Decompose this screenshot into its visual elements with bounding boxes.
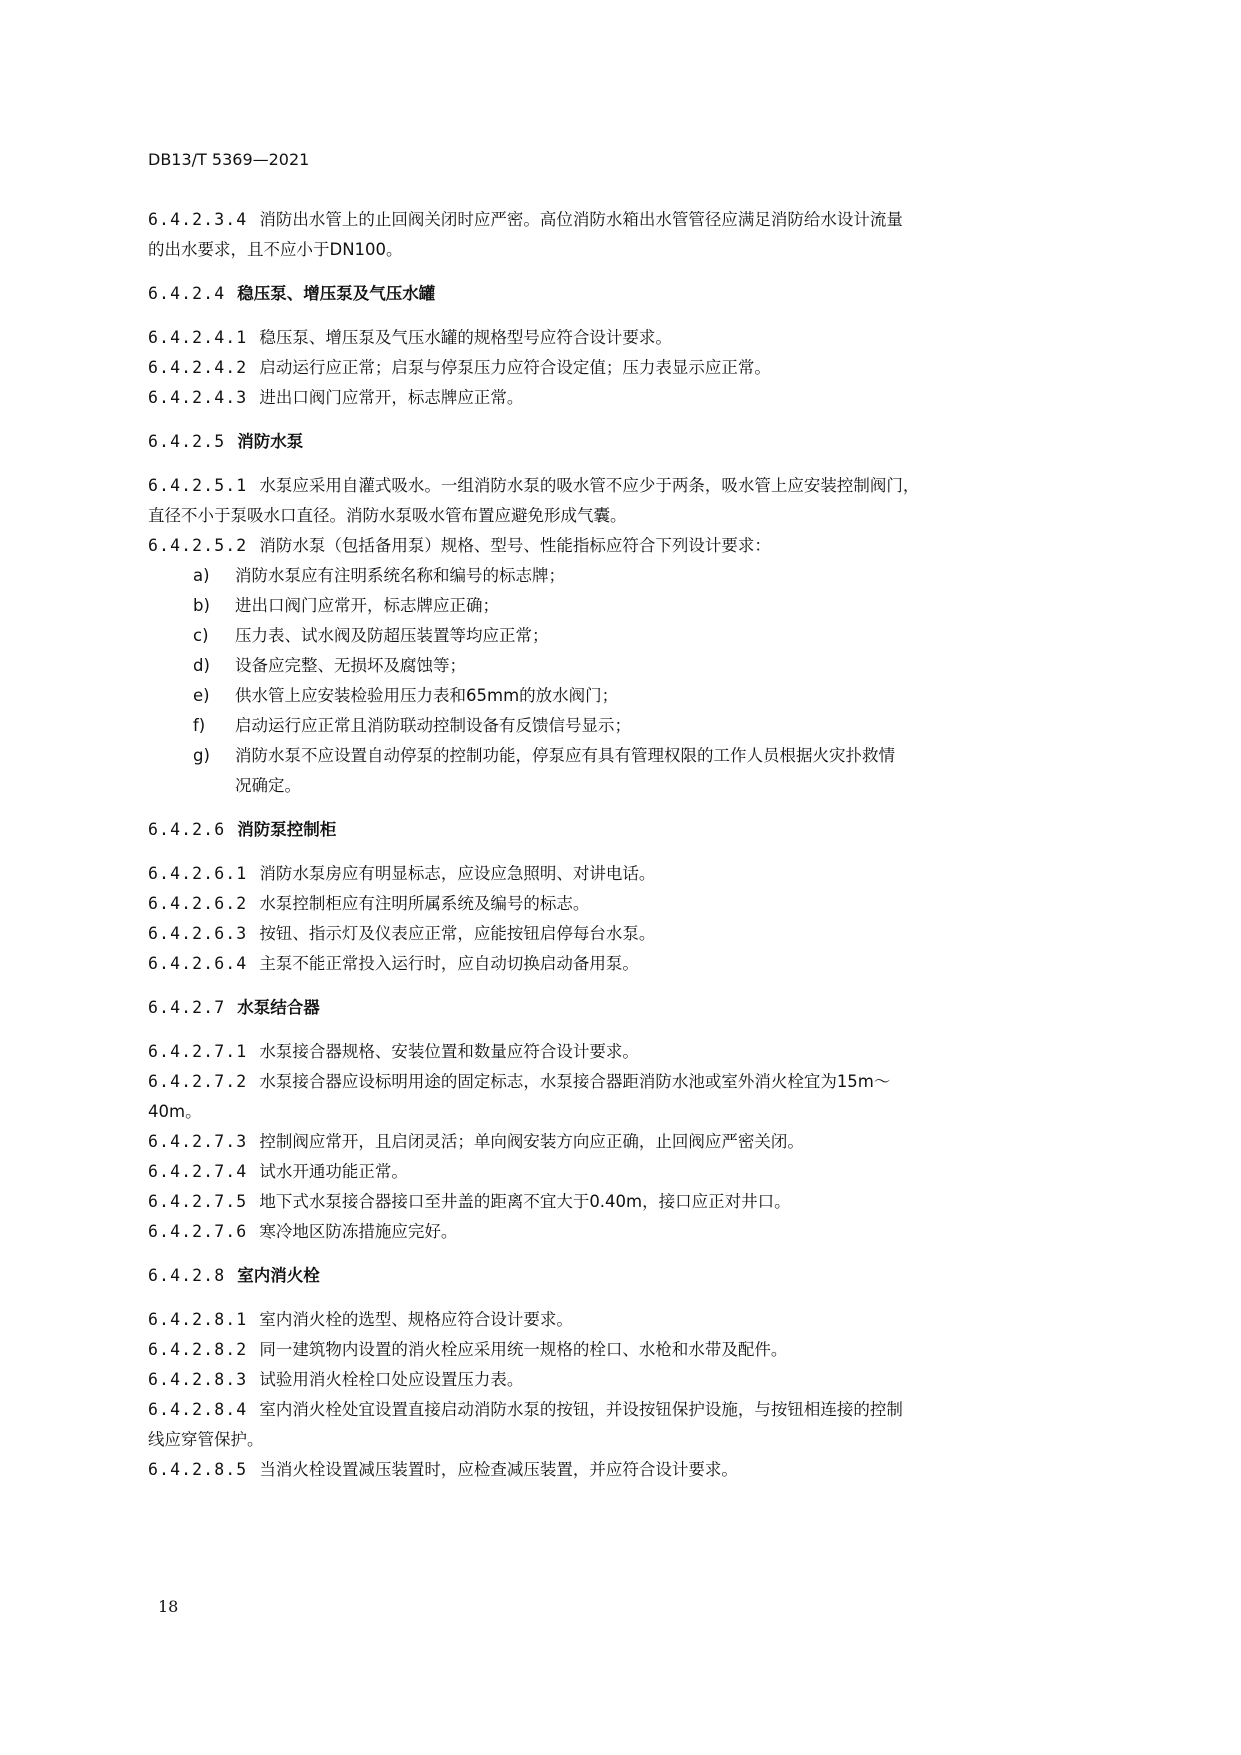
clause-number: 6.4.2.8.2 [148, 1340, 248, 1359]
list-item [148, 561, 1108, 591]
clause-number: 6.4.2.7.4 [148, 1162, 248, 1181]
section-heading [148, 279, 1108, 309]
clause-line [148, 1217, 1108, 1247]
list-item-continuation: 况确定。 [235, 776, 301, 795]
list-item-text: 消防水泵不应设置自动停泵的控制功能，停泵应有具有管理权限的工作人员根据火灾扑救情 [235, 746, 895, 765]
clause-text: 稳压泵、增压泵及气压水罐的规格型号应符合设计要求。 [259, 328, 672, 347]
section-heading [148, 993, 1108, 1023]
clause-text: 同一建筑物内设置的消火栓应采用统一规格的栓口、水枪和水带及配件。 [259, 1340, 788, 1359]
clause-text: 室内消火栓处宜设置直接启动消防水泵的按钮，并设按钮保护设施，与按钮相连接的控制 [259, 1400, 903, 1419]
clause-number: 6.4.2.8.5 [148, 1460, 248, 1479]
clause-text: 消防出水管上的止回阀关闭时应严密。高位消防水箱出水管管径应满足消防给水设计流量 [259, 210, 903, 229]
clause-text: 当消火栓设置减压装置时，应检查减压装置，并应符合设计要求。 [259, 1460, 738, 1479]
section-number: 6.4.2.4 [148, 284, 226, 303]
list-item-text: 启动运行应正常且消防联动控制设备有反馈信号显示； [235, 716, 631, 735]
clause-line [148, 889, 1108, 919]
clause-number: 6.4.2.3.4 [148, 210, 248, 229]
clause-line [148, 1157, 1108, 1187]
list-item-text: 进出口阀门应常开，标志牌应正确； [235, 596, 499, 615]
clause-text: 试验用消火栓栓口处应设置压力表。 [259, 1370, 524, 1389]
clause-line [148, 859, 1108, 889]
clause-text: 寒冷地区防冻措施应完好。 [259, 1222, 458, 1241]
clause-text: 消防水泵（包括备用泵）规格、型号、性能指标应符合下列设计要求： [259, 536, 771, 555]
list-item-marker: e) [193, 686, 210, 705]
clause-number: 6.4.2.7.3 [148, 1132, 248, 1151]
list-item-text: 压力表、试水阀及防超压装置等均应正常； [235, 626, 549, 645]
clause-line [148, 1395, 1108, 1425]
clause-number: 6.4.2.7.1 [148, 1042, 248, 1061]
page-number: 18 [158, 1597, 179, 1616]
clause-text: 水泵控制柜应有注明所属系统及编号的标志。 [259, 894, 590, 913]
section-title: 室内消火栓 [237, 1266, 320, 1285]
list-item [148, 711, 1108, 741]
clause-text: 消防水泵房应有明显标志，应设应急照明、对讲电话。 [259, 864, 656, 883]
section-heading [148, 427, 1108, 457]
clause-line [148, 471, 1108, 501]
clause-text: 水泵接合器规格、安装位置和数量应符合设计要求。 [259, 1042, 639, 1061]
clause-line [148, 949, 1108, 979]
list-item [148, 621, 1108, 651]
clause-number: 6.4.2.6.2 [148, 894, 248, 913]
section-number: 6.4.2.5 [148, 432, 226, 451]
clause-number: 6.4.2.4.1 [148, 328, 248, 347]
document-body [148, 205, 1108, 1485]
clause-text: 按钮、指示灯及仪表应正常，应能按钮启停每台水泵。 [259, 924, 656, 943]
clause-line [148, 383, 1108, 413]
section-number: 6.4.2.7 [148, 998, 226, 1017]
list-item-text: 设备应完整、无损坏及腐蚀等； [235, 656, 466, 675]
list-item-marker: f) [193, 716, 206, 735]
list-item-marker: a) [193, 566, 210, 585]
clause-line [148, 323, 1108, 353]
section-title: 稳压泵、增压泵及气压水罐 [237, 284, 436, 303]
clause-line [148, 1335, 1108, 1365]
clause-text: 试水开通功能正常。 [259, 1162, 408, 1181]
section-title: 水泵结合器 [237, 998, 320, 1017]
clause-line [148, 1067, 1108, 1097]
clause-number: 6.4.2.6.4 [148, 954, 248, 973]
clause-number: 6.4.2.4.3 [148, 388, 248, 407]
clause-text-continuation: 直径不小于泵吸水口直径。消防水泵吸水管布置应避免形成气囊。 [148, 506, 627, 525]
clause-line [148, 1365, 1108, 1395]
clause-line [148, 1455, 1108, 1485]
clause-text-continuation: 线应穿管保护。 [148, 1430, 264, 1449]
clause-number: 6.4.2.6.1 [148, 864, 248, 883]
clause-number: 6.4.2.8.4 [148, 1400, 248, 1419]
section-title: 消防泵控制柜 [237, 820, 337, 839]
section-number: 6.4.2.8 [148, 1266, 226, 1285]
clause-line [148, 353, 1108, 383]
list-item-marker: b) [193, 596, 210, 615]
section-number: 6.4.2.6 [148, 820, 226, 839]
clause-text: 进出口阀门应常开，标志牌应正常。 [259, 388, 524, 407]
clause-line [148, 531, 1108, 561]
clause-text: 水泵接合器应设标明用途的固定标志，水泵接合器距消防水池或室外消火栓宜为15m～ [259, 1072, 891, 1091]
list-item-text: 消防水泵应有注明系统名称和编号的标志牌； [235, 566, 565, 585]
clause-number: 6.4.2.5.2 [148, 536, 248, 555]
clause-text: 控制阀应常开，且启闭灵活；单向阀安装方向应正确，止回阀应严密关闭。 [259, 1132, 804, 1151]
clause-text-continuation: 的出水要求，且不应小于DN100。 [148, 240, 403, 259]
clause-number: 6.4.2.8.3 [148, 1370, 248, 1389]
clause-text: 地下式水泵接合器接口至井盖的距离不宜大于0.40m，接口应正对井口。 [259, 1192, 791, 1211]
clause-number: 6.4.2.7.5 [148, 1192, 248, 1211]
document-code-header: DB13/T 5369—2021 [148, 150, 310, 169]
clause-number: 6.4.2.7.6 [148, 1222, 248, 1241]
clause-text: 主泵不能正常投入运行时，应自动切换启动备用泵。 [259, 954, 639, 973]
clause-line [148, 919, 1108, 949]
clause-line [148, 205, 1108, 235]
list-item [148, 741, 1108, 771]
section-heading [148, 815, 1108, 845]
list-item [148, 651, 1108, 681]
list-item [148, 591, 1108, 621]
list-item-marker: c) [193, 626, 209, 645]
clause-text: 启动运行应正常；启泵与停泵压力应符合设定值；压力表显示应正常。 [259, 358, 771, 377]
clause-text-continuation: 40m。 [148, 1102, 202, 1121]
list-item-marker: d) [193, 656, 210, 675]
clause-number: 6.4.2.8.1 [148, 1310, 248, 1329]
clause-number: 6.4.2.6.3 [148, 924, 248, 943]
list-item-text: 供水管上应安装检验用压力表和65mm的放水阀门； [235, 686, 619, 705]
clause-line [148, 1127, 1108, 1157]
clause-line [148, 1305, 1108, 1335]
clause-text: 水泵应采用自灌式吸水。一组消防水泵的吸水管不应少于两条，吸水管上应安装控制阀门， [259, 476, 920, 495]
clause-number: 6.4.2.5.1 [148, 476, 248, 495]
clause-line [148, 1187, 1108, 1217]
clause-line [148, 1037, 1108, 1067]
clause-text: 室内消火栓的选型、规格应符合设计要求。 [259, 1310, 573, 1329]
clause-number: 6.4.2.4.2 [148, 358, 248, 377]
clause-number: 6.4.2.7.2 [148, 1072, 248, 1091]
section-title: 消防水泵 [237, 432, 304, 451]
section-heading [148, 1261, 1108, 1291]
list-item-marker: g) [193, 746, 210, 765]
list-item [148, 681, 1108, 711]
